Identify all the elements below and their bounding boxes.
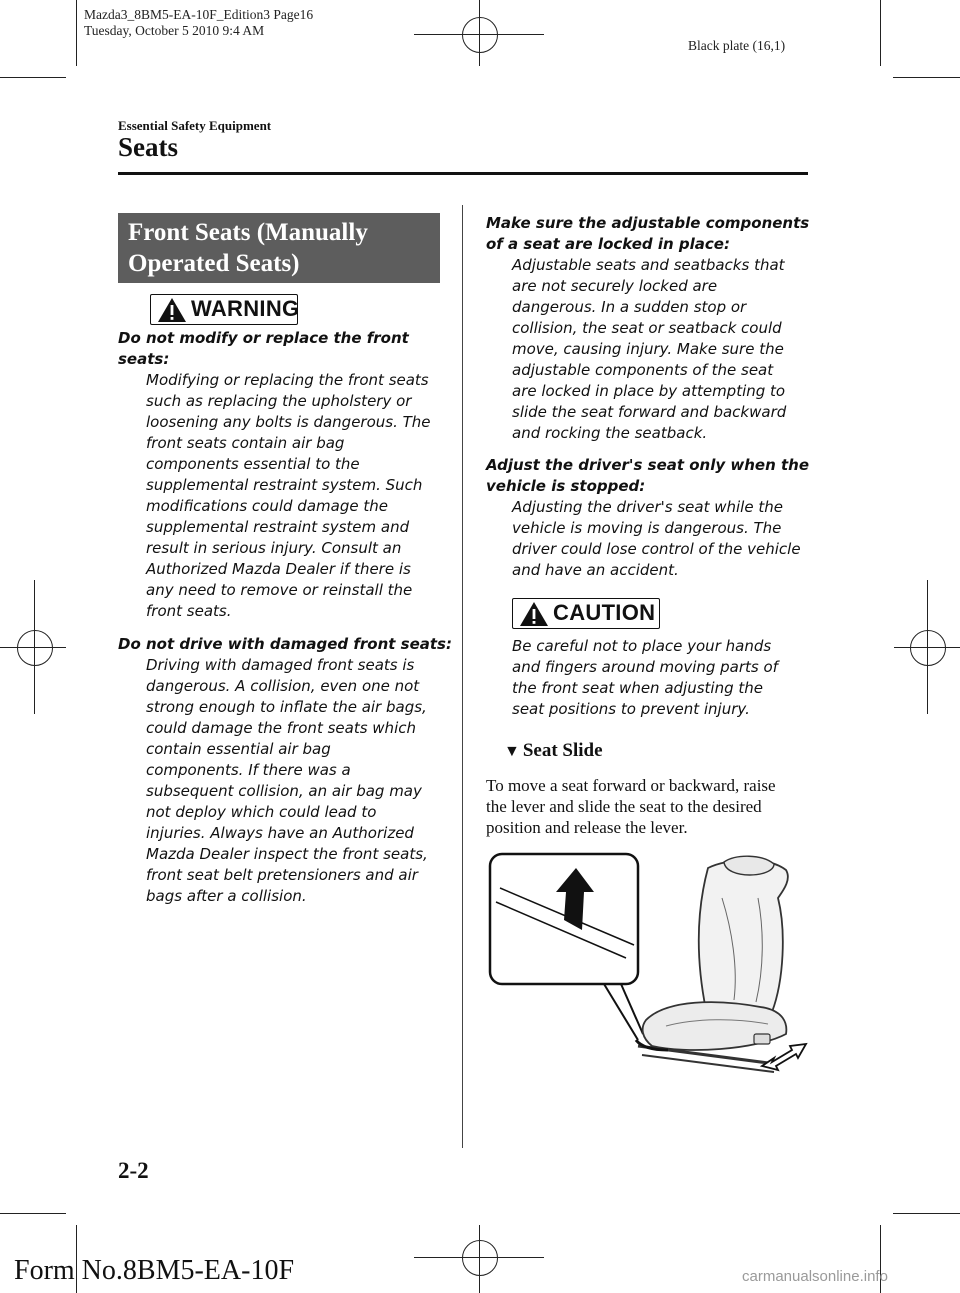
warning-label: WARNING <box>191 296 300 321</box>
warning-title-stopped: Adjust the driver's seat only when the vehicle is stopped: <box>486 456 810 495</box>
warning-body-stopped: Adjusting the driver's seat while the vehicle is moving is dangerous. The driver could lose control of the vehicle and have an accident. <box>512 498 801 579</box>
print-header-date: Tuesday, October 5 2010 9:4 AM <box>84 23 265 38</box>
print-header <box>84 7 313 39</box>
section-title: Seats <box>118 132 178 162</box>
warning-badge <box>150 294 298 325</box>
warning-triangle-icon <box>157 297 187 323</box>
warning-title-modify: Do not modify or replace the front seats: <box>118 329 409 368</box>
column-divider <box>462 205 463 1148</box>
caution-triangle-icon <box>519 601 549 627</box>
subheading-text: Seat Slide <box>522 740 603 761</box>
seat-slide-illustration <box>486 850 811 1080</box>
warning-body-modify: Modifying or replacing the front seats such as replacing the upholstery or loosening any bolts is dangerous. The front seats contain air bag components essential to the supplemental restraint system. Such modifications could damage the supplemental restraint system and result in serious injury. Consult an Authorized Mazda Dealer if there is any need to remove or reinstall the front seats. <box>146 371 431 620</box>
plate-label: Black plate (16,1) <box>688 38 786 53</box>
caution-label: CAUTION <box>553 600 656 625</box>
watermark: carmanualsonline.info <box>742 1268 888 1285</box>
warning-body-locked: Adjustable seats and seatbacks that are not securely locked are dangerous. In a sudden stop or collision, the seat or seatback could move, causing injury. Make sure the adjustable components of the seat are locked in place by attempting to slide the seat forward and backward and rocking the seatback. <box>512 256 787 442</box>
print-header-file: Mazda3_8BM5-EA-10F_Edition3 Page16 <box>84 7 314 22</box>
caution-badge <box>512 598 660 629</box>
form-number: Form No.8BM5-EA-10F <box>14 1255 295 1286</box>
page-heading-line-2: Operated Seats) <box>128 250 300 277</box>
warning-title-damaged: Do not drive with damaged front seats: <box>118 635 452 653</box>
caution-body: Be careful not to place your hands and fingers around moving parts of the front seat when adjusting the seat positions to prevent injury. <box>512 637 778 718</box>
warning-body-damaged: Driving with damaged front seats is dangerous. A collision, even one not strong enough to inflate the air bags, could damage the front seats which contain essential air bag components. If there was a subsequent collision, an air bag may not deploy which could lead to injuries. Always have an Authorized Mazda Dealer inspect the front seats, front seat belt pretensioners and air bags after a collision. <box>146 656 428 905</box>
subheading-seat-slide <box>504 740 603 762</box>
page-heading-line-1: Front Seats (Manually <box>128 219 368 246</box>
warning-title-locked: Make sure the adjustable components of a seat are locked in place: <box>486 214 810 253</box>
seat-slide-description: To move a seat forward or backward, raise the lever and slide the seat to the desired position and release the lever. <box>486 776 776 837</box>
section-category: Essential Safety Equipment <box>118 118 272 133</box>
header-rule <box>118 172 808 175</box>
page-heading <box>118 213 440 283</box>
page-number: 2-2 <box>118 1158 149 1183</box>
triangle-down-icon: ▼ <box>504 743 520 760</box>
